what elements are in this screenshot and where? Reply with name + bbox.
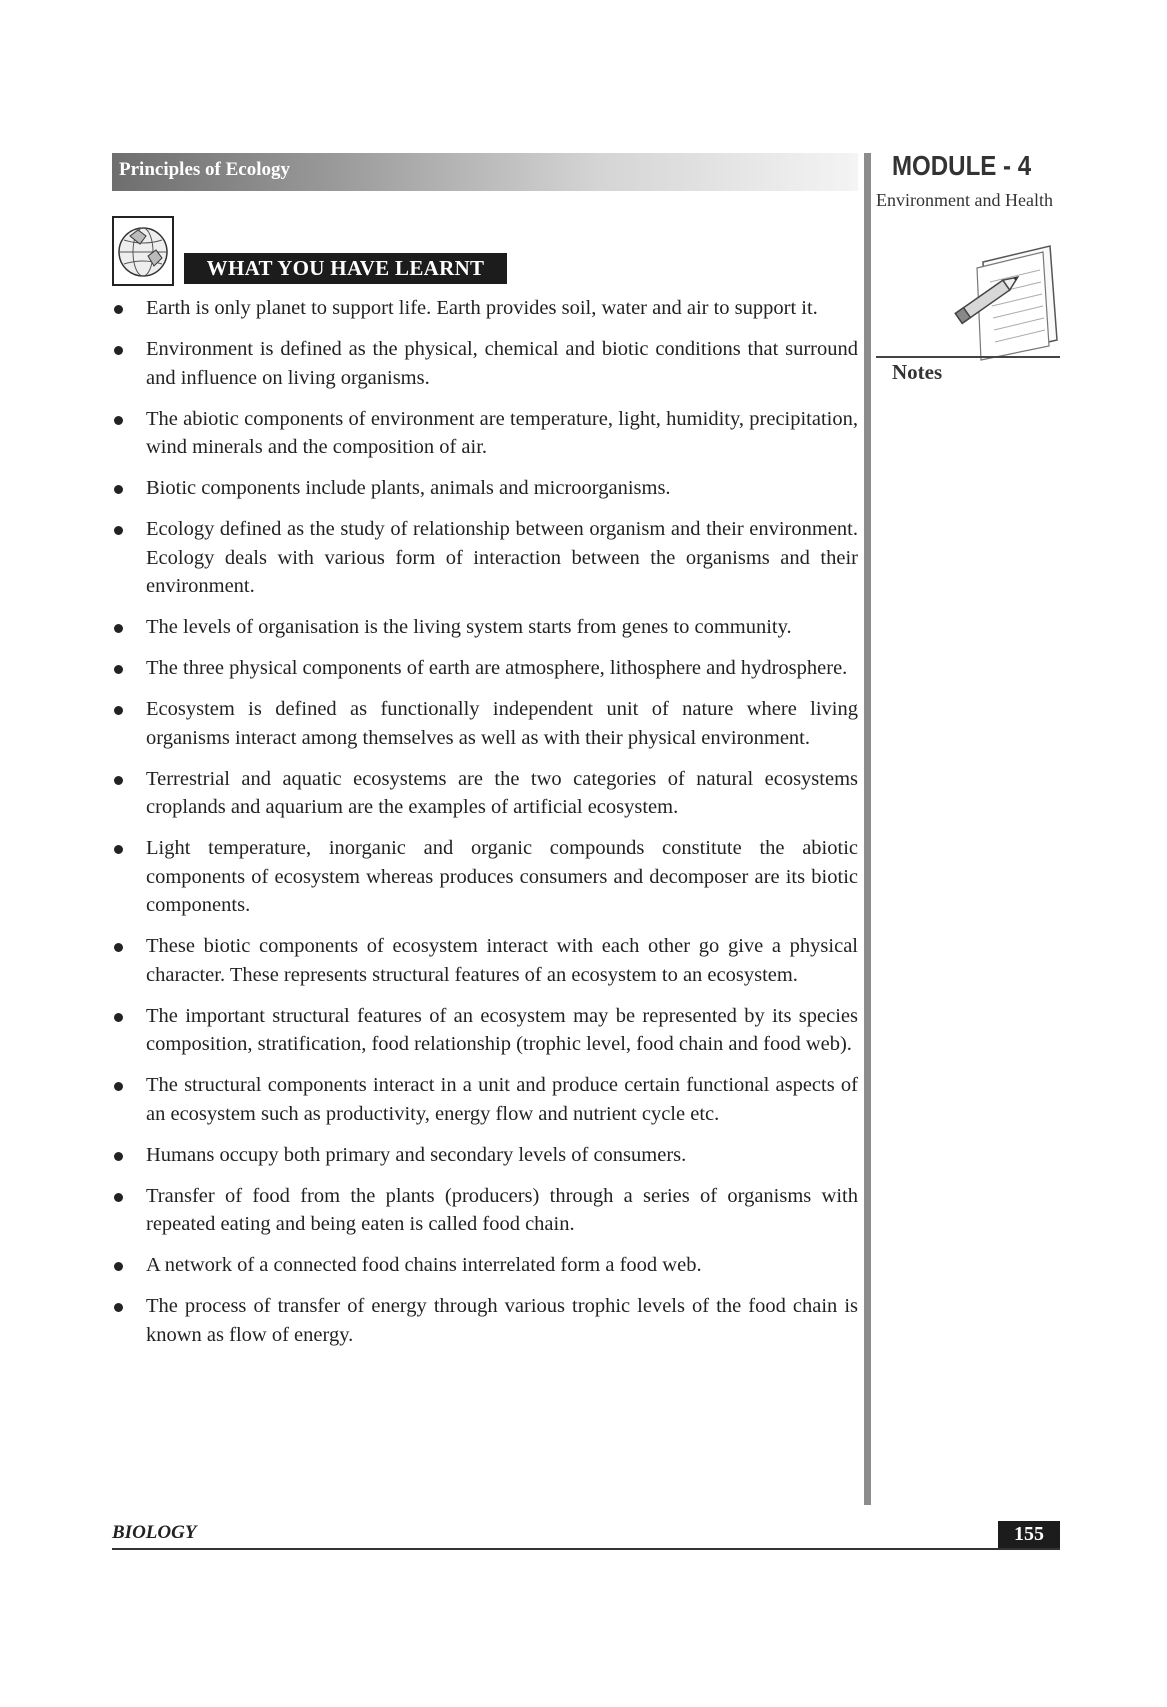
chapter-title: Principles of Ecology [119, 159, 290, 180]
bullet-icon [114, 1152, 123, 1161]
bullet-icon [114, 706, 123, 715]
list-item: Transfer of food from the plants (producers) through a series of organisms with repeated eating and being eaten is called food chain. [112, 1182, 858, 1239]
bullet-icon [114, 305, 123, 314]
globe-puzzle-icon [112, 216, 174, 286]
summary-list [112, 294, 858, 1362]
page-number: 155 [998, 1521, 1060, 1549]
bullet-icon [114, 1013, 123, 1022]
bullet-icon [114, 943, 123, 952]
list-item: The important structural features of an ecosystem may be represented by its species composition, stratification, food relationship (trophic level, food chain and food web). [112, 1002, 858, 1059]
notes-rule [876, 356, 1060, 358]
list-item: The abiotic components of environment are temperature, light, humidity, precipitation, wind minerals and the composition of air. [112, 405, 858, 462]
list-item: These biotic components of ecosystem interact with each other go give a physical character. These represents structural features of an ecosystem to an ecosystem. [112, 932, 858, 989]
bullet-icon [114, 346, 123, 355]
list-item: The three physical components of earth are atmosphere, lithosphere and hydrosphere. [112, 654, 858, 683]
module-subtitle: Environment and Health [876, 190, 1053, 210]
list-item: Humans occupy both primary and secondary levels of consumers. [112, 1141, 858, 1170]
list-item: The structural components interact in a unit and produce certain functional aspects of an ecosystem such as productivity, energy flow and nutrient cycle etc. [112, 1071, 858, 1128]
section-title: WHAT YOU HAVE LEARNT [184, 253, 507, 284]
notepad-pencil-icon [945, 240, 1060, 365]
bullet-icon [114, 845, 123, 854]
list-item: The levels of organisation is the living system starts from genes to community. [112, 613, 858, 642]
footer-rule [112, 1548, 1060, 1550]
bullet-icon [114, 1262, 123, 1271]
bullet-icon [114, 624, 123, 633]
list-item: The process of transfer of energy through various trophic levels of the food chain is known as flow of energy. [112, 1292, 858, 1349]
list-item: Earth is only planet to support life. Earth provides soil, water and air to support it. [112, 294, 858, 323]
notes-label: Notes [892, 360, 943, 384]
bullet-icon [114, 1082, 123, 1091]
bullet-icon [114, 1193, 123, 1202]
bullet-icon [114, 416, 123, 425]
list-item: Terrestrial and aquatic ecosystems are the two categories of natural ecosystems croplands and aquarium are the examples of artificial ecosystem. [112, 765, 858, 822]
list-item: Light temperature, inorganic and organic compounds constitute the abiotic components of ecosystem whereas produces consumers and decomposer are its biotic components. [112, 834, 858, 920]
bullet-icon [114, 485, 123, 494]
bullet-icon [114, 665, 123, 674]
footer-subject: BIOLOGY [112, 1522, 197, 1543]
bullet-icon [114, 526, 123, 535]
list-item: Environment is defined as the physical, chemical and biotic conditions that surround and influence on living organisms. [112, 335, 858, 392]
bullet-icon [114, 776, 123, 785]
module-title: MODULE - 4 [892, 150, 1032, 181]
list-item: Ecosystem is defined as functionally independent unit of nature where living organisms interact among themselves as well as with their physical environment. [112, 695, 858, 752]
chapter-header-bar [112, 153, 858, 191]
bullet-icon [114, 1303, 123, 1312]
list-item: Ecology defined as the study of relationship between organism and their environment. Ecology deals with various form of interaction between the organisms and their environment. [112, 515, 858, 601]
list-item: Biotic components include plants, animals and microorganisms. [112, 474, 858, 503]
list-item: A network of a connected food chains interrelated form a food web. [112, 1251, 858, 1280]
margin-divider [864, 153, 871, 1505]
